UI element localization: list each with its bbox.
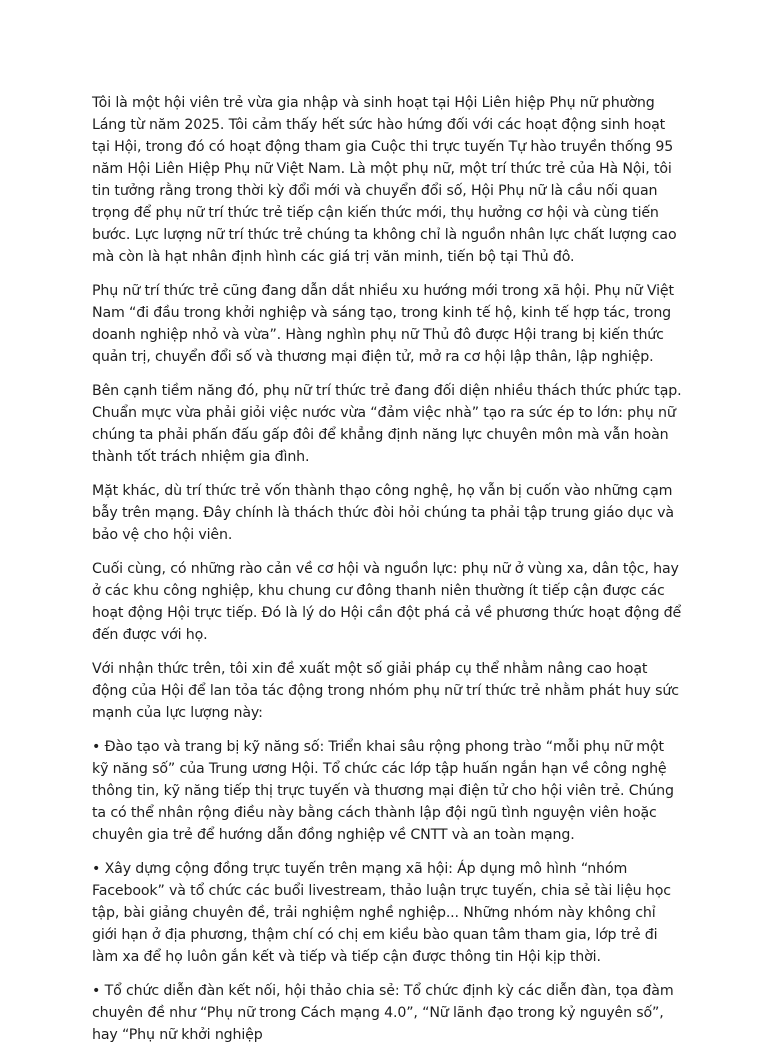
paragraph-trends: Phụ nữ trí thức trẻ cũng đang dẫn dắt nhiều xu hướng mới trong xã hội. Phụ nữ Việt Nam “đi đầu trong khởi nghiệp và sáng tạo, trong kinh tế hộ, kinh tế hợp tác, trong doanh nghiệp nhỏ và vừa”. Hàng nghìn phụ nữ Thủ đô được Hội trang bị kiến thức quản trị, chuyển đổi số và thương mại điện tử, mở ra cơ hội lập thân, lập nghiệp. <box>92 283 674 365</box>
bullet-forums: • Tổ chức diễn đàn kết nối, hội thảo chia sẻ: Tổ chức định kỳ các diễn đàn, tọa đàm chuyên đề như “Phụ nữ trong Cách mạng 4.0”, “Nữ lãnh đạo trong kỷ nguyên số”, hay “Phụ nữ khởi nghiệp <box>92 983 674 1043</box>
bullet-online-community: • Xây dựng cộng đồng trực tuyến trên mạng xã hội: Áp dụng mô hình “nhóm Facebook” và tổ chức các buổi livestream, thảo luận trực tuyến, chia sẻ tài liệu học tập, bài giảng chuyên đề, trải nghiệm nghề nghiệp... Những nhóm này không chỉ giới hạn ở địa phương, thậm chí có chị em kiều bào quan tâm tham gia, lớp trẻ đi làm xa để họ luôn gắn kết và tiếp và tiếp cận được thông tin Hội kịp thời. <box>92 861 671 965</box>
document-body <box>92 92 684 1058</box>
paragraph-proposal-intro: Với nhận thức trên, tôi xin đề xuất một số giải pháp cụ thể nhằm nâng cao hoạt động của Hội để lan tỏa tác động trong nhóm phụ nữ trí thức trẻ nhằm phát huy sức mạnh của lực lượng này: <box>92 661 679 721</box>
paragraph-online-risks: Mặt khác, dù trí thức trẻ vốn thành thạo công nghệ, họ vẫn bị cuốn vào những cạm bẫy trên mạng. Đây chính là thách thức đòi hỏi chúng ta phải tập trung giáo dục và bảo vệ cho hội viên. <box>92 483 674 543</box>
paragraph-challenges: Bên cạnh tiềm năng đó, phụ nữ trí thức trẻ đang đối diện nhiều thách thức phức tạp. Chuẩn mực vừa phải giỏi việc nước vừa “đảm việc nhà” tạo ra sức ép to lớn: phụ nữ chúng ta phải phấn đấu gấp đôi để khẳng định năng lực chuyên môn mà vẫn hoàn thành tốt trách nhiệm gia đình. <box>92 383 682 465</box>
paragraph-barriers: Cuối cùng, có những rào cản về cơ hội và nguồn lực: phụ nữ ở vùng xa, dân tộc, hay ở các khu công nghiệp, khu chung cư đông thanh niên thường ít tiếp cận được các hoạt động Hội trực tiếp. Đó là lý do Hội cần đột phá cả về phương thức hoạt động để đến được với họ. <box>92 561 682 643</box>
bullet-digital-skills: • Đào tạo và trang bị kỹ năng số: Triển khai sâu rộng phong trào “mỗi phụ nữ một kỹ năng số” của Trung ương Hội. Tổ chức các lớp tập huấn ngắn hạn về công nghệ thông tin, kỹ năng tiếp thị trực tuyến và thương mại điện tử cho hội viên trẻ. Chúng ta có thể nhân rộng điều này bằng cách thành lập đội ngũ tình nguyện viên hoặc chuyên gia trẻ để hướng dẫn đồng nghiệp về CNTT và an toàn mạng. <box>92 739 674 843</box>
paragraph-intro: Tôi là một hội viên trẻ vừa gia nhập và sinh hoạt tại Hội Liên hiệp Phụ nữ phường Láng từ năm 2025. Tôi cảm thấy hết sức hào hứng đối với các hoạt động sinh hoạt tại Hội, trong đó có hoạt động tham gia Cuộc thi trực tuyến Tự hào truyền thống 95 năm Hội Liên Hiệp Phụ nữ Việt Nam. Là một phụ nữ, một trí thức trẻ của Hà Nội, tôi tin tưởng rằng trong thời kỳ đổi mới và chuyển đổi số, Hội Phụ nữ là cầu nối quan trọng để phụ nữ trí thức trẻ tiếp cận kiến thức mới, thụ hưởng cơ hội và cùng tiến bước. Lực lượng nữ trí thức trẻ chúng ta không chỉ là nguồn nhân lực chất lượng cao mà còn là hạt nhân định hình các giá trị văn minh, tiến bộ tại Thủ đô. <box>92 95 677 265</box>
